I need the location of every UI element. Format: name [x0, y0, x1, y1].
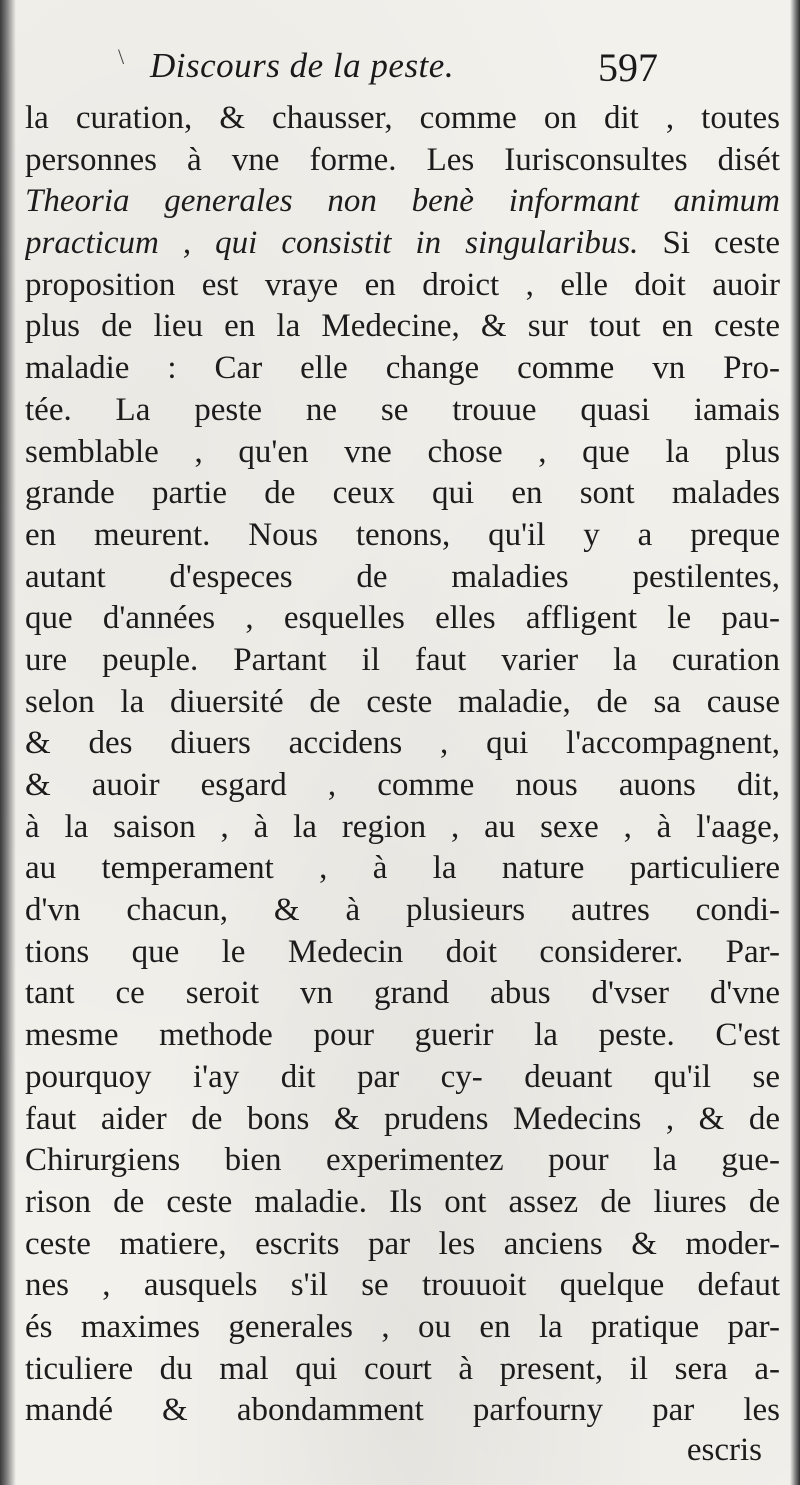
- text-line: rison de ceste maladie. Ils ont assez de liures de: [25, 1183, 780, 1220]
- page-edge-shadow-left: [0, 0, 16, 1485]
- text-line: en meurent. Nous tenons, qu'il y a preque: [25, 516, 780, 553]
- latin-quote-end: practicum , qui consistit in singularibus.: [25, 225, 639, 262]
- text-line: ticuliere du mal qui court à present, il sera a-: [25, 1350, 780, 1387]
- text-line: és maximes generales , ou en la pratique par-: [25, 1308, 780, 1345]
- text-line: mandé & abondamment parfourny par les: [25, 1392, 780, 1429]
- page-edge-shadow-right: [790, 0, 800, 1485]
- text-line-latin-quote: Theoria generales non benè informant animum: [25, 183, 780, 220]
- text-line: la curation, & chausser, comme on dit , toutes: [25, 100, 780, 136]
- text-line: ceste matiere, escrits par les anciens & moder-: [25, 1225, 780, 1262]
- text-line: personnes à vne forme. Les Iurisconsultes disét: [25, 141, 780, 178]
- text-line: tant ce seroit vn grand abus d'vser d'vne: [25, 975, 780, 1012]
- text-line: ure peuple. Partant il faut varier la curation: [25, 641, 780, 678]
- text-line: proposition est vraye en droict , elle doit auoir: [25, 266, 780, 303]
- text-line: d'vn chacun, & à plusieurs autres condi-: [25, 892, 780, 929]
- text-line: & auoir esgard , comme nous auons dit,: [25, 767, 780, 803]
- text-line: que d'années , esquelles elles affligent le pau-: [25, 600, 780, 637]
- text-line: & des diuers accidens , qui l'accompagnent,: [25, 725, 780, 762]
- text-line: maladie : Car elle change comme vn Pro-: [25, 350, 780, 387]
- page-number: 597: [598, 45, 658, 90]
- text-line: mesme methode pour guerir la peste. C'est: [25, 1017, 780, 1054]
- text-line: pourquoy i'ay dit par cy- deuant qu'il se: [25, 1058, 780, 1095]
- text-line: plus de lieu en la Medecine, & sur tout en ceste: [25, 308, 780, 345]
- ink-mark: \: [118, 44, 125, 69]
- text-line: semblable , qu'en vne chose , que la plus: [25, 433, 780, 470]
- catchword: escris: [686, 1432, 762, 1468]
- body-text: [25, 98, 780, 1432]
- text-line: selon la diuersité de ceste maladie, de sa cause: [25, 683, 780, 720]
- text-segment: Si ceste: [638, 225, 780, 262]
- text-line: autant d'especes de maladies pestilentes,: [25, 558, 780, 595]
- text-line: tions que le Medecin doit considerer. Par-: [25, 933, 780, 970]
- text-line: faut aider de bons & prudens Medecins , & de: [25, 1100, 780, 1137]
- page-header: [150, 44, 670, 94]
- text-line: grande partie de ceux qui en sont malades: [25, 475, 780, 512]
- text-line: nes , ausquels s'il se trouuoit quelque defaut: [25, 1267, 780, 1304]
- text-line: Chirurgiens bien experimentez pour la gue-: [25, 1142, 780, 1179]
- text-line-mixed: [25, 223, 780, 265]
- running-title: Discours de la peste.: [150, 46, 455, 85]
- text-line: au temperament , à la nature particuliere: [25, 850, 780, 887]
- text-line: tée. La peste ne se trouue quasi iamais: [25, 391, 780, 428]
- text-line: à la saison , à la region , au sexe , à l'aage,: [25, 808, 780, 845]
